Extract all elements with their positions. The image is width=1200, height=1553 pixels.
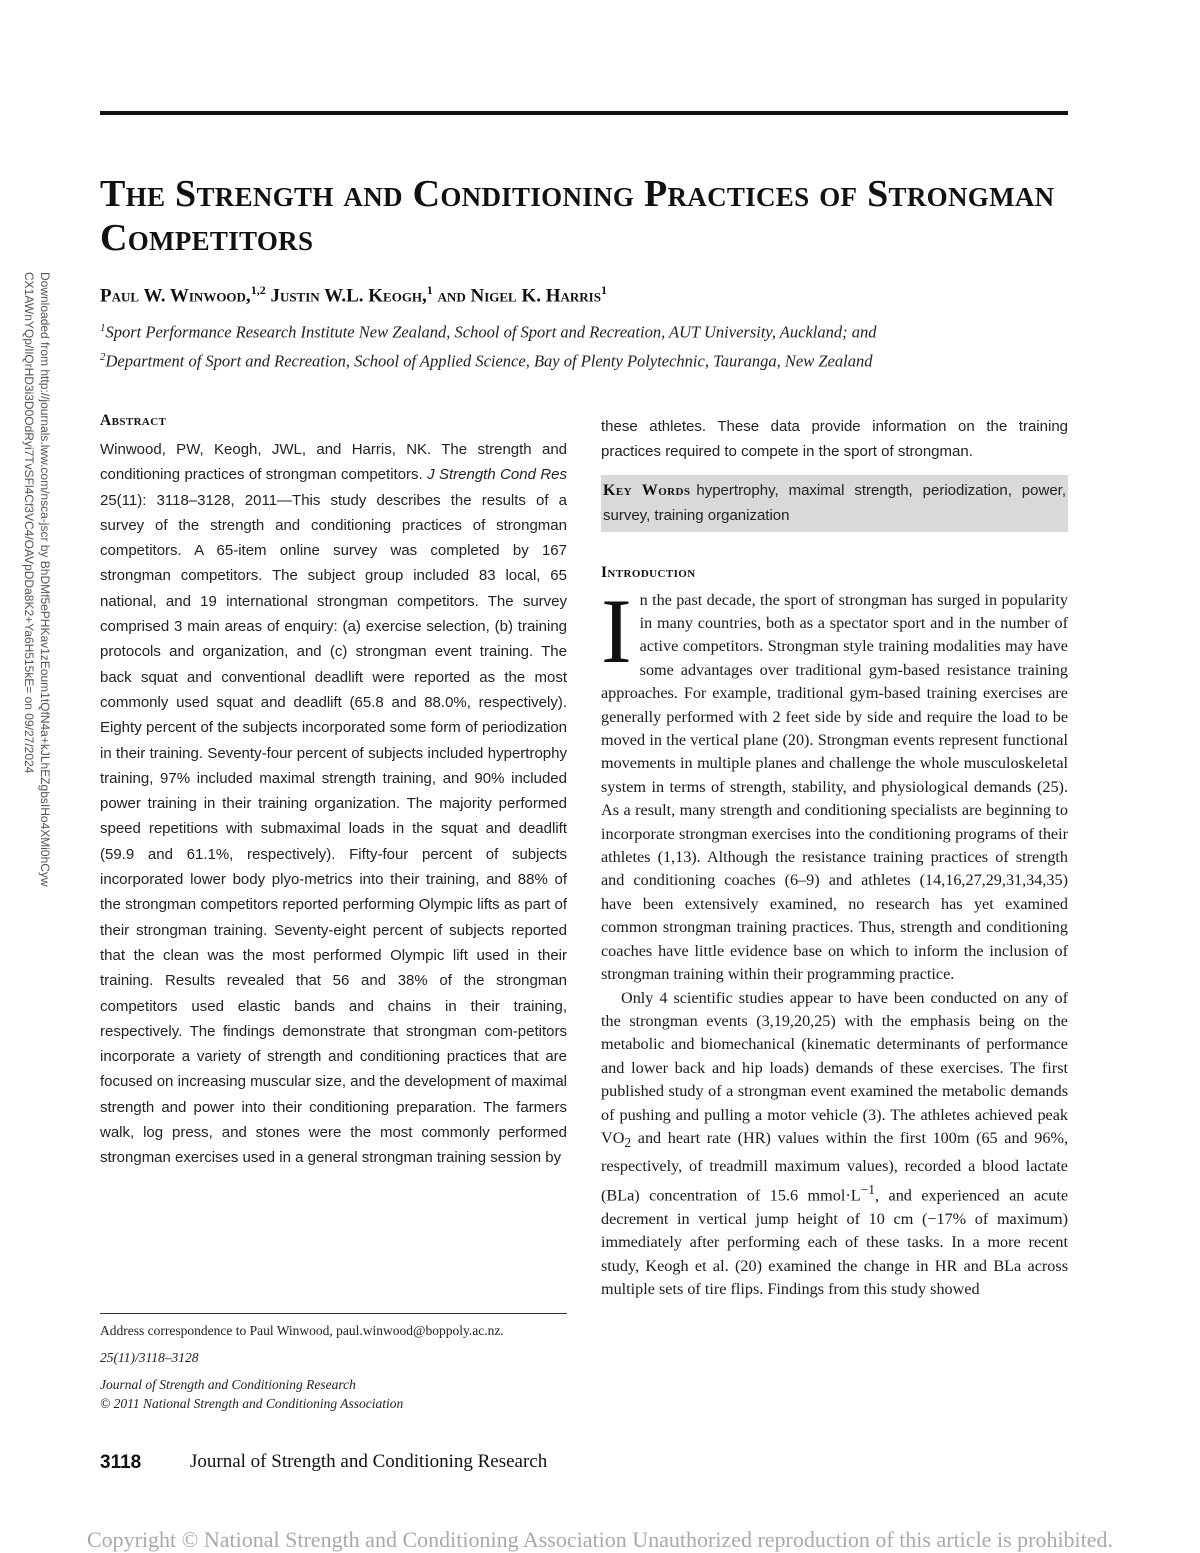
abstract-continued: these athletes. These data provide information on the training practices required to compete in the sport of strongman.	[601, 418, 1068, 461]
introduction-heading: Introduction	[601, 563, 696, 581]
affiliation-number: 1	[100, 322, 106, 334]
download-watermark	[21, 272, 53, 992]
affiliation-text: Sport Performance Research Institute New Zealand, School of Sport and Recreation, AUT University, Auckland; and	[105, 322, 877, 342]
correspondence-note: Address correspondence to Paul Winwood, paul.winwood@boppoly.ac.nz.	[100, 1323, 504, 1338]
author-name: Justin W.L. Keogh,	[270, 285, 427, 307]
right-column	[601, 414, 1068, 1301]
affiliation-text: Department of Sport and Recreation, School of Applied Science, Bay of Plenty Polytechnic, Tauranga, New Zealand	[105, 351, 873, 370]
abstract-heading: Abstract	[100, 412, 167, 429]
introduction-text: n the past decade, the sport of strongman has surged in popularity in many countries, both as a spectator sport and in the number of active competitors. Strongman style training modalities may have some advantages over traditional gym-based resistance training approaches. For example, traditional gym-based training exercises are generally performed with 2 feet side by side and require the load to be moved in the vertical plane (20). Strongman events represent functional movements in multiple planes and challenge the whole musculoskeletal system in terms of strength, stability, and physiological demands (25). As a result, many strength and conditioning specialists are beginning to incorporate strongman exercises into the conditioning programs of their athletes (1,13). Although the resistance training practices of strength and conditioning coaches (6–9) and athletes (14,16,27,29,31,34,35) have been extensively examined, no research has yet examined common strongman training practices. Thus, strength and conditioning coaches have little evidence base on which to inform the inclusion of strongman training within their programming practice.	[601, 590, 1068, 984]
abstract-body: 25(11): 3118–3128, 2011—This study describes the results of a survey of the strength and conditioning practices of strongman competitors. A 65-item online survey was completed by 167 strongman competitors. The subject group included 83 local, 65 national, and 19 international strongman competitors. The survey comprised 3 main areas of enquiry: (a) exercise selection, (b) training protocols and organization, and (c) strongman event training. The back squat and conventional deadlift were reported as the most commonly used squat and deadlift (65.8 and 88.0%, respectively). Eighty percent of the subjects incorporated some form of periodization in their training. Seventy-four percent of subjects included hypertrophy training, 97% included maximal strength training, and 90% included power training in their training organization. The majority performed speed repetitions with submaximal loads in the squat and deadlift (59.9 and 61.1%, respectively). Fifty-four percent of subjects incorporated lower body plyo-metrics into their training, and 88% of the strongman competitors reported performing Olympic lifts as part of their strongman training. Seventy-eight percent of subjects reported that the clean was the most performed Olympic lift used in their training. Results revealed that 56 and 38% of the strongman competitors used elastic bands and chains in their training, respectively. The findings demonstrate that strongman com-petitors incorporate a variety of strength and conditioning practices that are focused on increasing muscular size, and the development of maximal strength and power into their conditioning preparation. The farmers walk, log press, and stones were the most commonly performed strongman exercises used in a general strongman training session by	[100, 491, 567, 1167]
paper-title: The Strength and Conditioning Practices of Strongman Competitors	[100, 173, 1055, 259]
copyright-banner: Copyright © National Strength and Conditioning Association Unauthorized reproduction of this article is prohibited.	[86, 1527, 1114, 1552]
download-watermark-line: CX1AWnYQp/IlQrHD3i3D0OdRyi7TvSFl4Cf3VC4/OAVpDDa8K2+Ya6H515kE= on 09/27/2024	[22, 272, 36, 774]
affiliations	[100, 316, 1100, 373]
affiliation	[100, 345, 1100, 374]
author-and: and	[437, 285, 466, 307]
download-watermark-line: Downloaded from http://journals.lww.com/nsca-jscr by BhDMf5ePHKav1zEoum1tQfN4a+kJLhEZgbsIHo4XMi0hCyw	[38, 272, 52, 887]
subscript: 2	[624, 1135, 632, 1151]
author-name: Paul W. Winwood,	[100, 285, 251, 307]
abstract-journal-abbrev: J Strength Cond Res	[427, 466, 567, 484]
key-words-label: Key Words	[603, 481, 691, 499]
author-name: Nigel K. Harris	[470, 285, 601, 307]
introduction-paragraph	[601, 579, 1068, 987]
copyright-note: © 2011 National Strength and Conditioning Association	[100, 1396, 404, 1411]
abstract-citation-lead: Winwood, PW, Keogh, JWL, and Harris, NK. The strength and conditioning practices of strongman competitors.	[100, 441, 567, 484]
affiliation	[100, 316, 1100, 345]
journal-citation: Journal of Strength and Conditioning Research	[100, 1377, 356, 1392]
introduction-text: and heart rate (HR) values within the first 100m (65 and 96%, respectively, of treadmill maximum values), recorded a blood lactate (BLa) concentration of 15.6 mmol·L	[601, 1128, 1068, 1205]
key-words-box	[601, 475, 1068, 532]
footnote-rule	[100, 1313, 567, 1314]
affiliation-number: 2	[100, 350, 106, 363]
key-words-text: hypertrophy, maximal strength, periodization, power, survey, training organization	[603, 481, 1066, 524]
introduction-text: Only 4 scientific studies appear to have been conducted on any of the strongman events (3,19,20,25) with the emphasis being on the metabolic and biomechanical (kinematic determinants of performance and lower back and hip loads) demands of these exercises. The first published study of a strongman event examined the metabolic demands of pushing and pulling a motor vehicle (3). The athletes achieved peak VO	[601, 988, 1068, 1147]
superscript: −1	[860, 1181, 875, 1197]
author-list	[100, 283, 1090, 307]
author-affiliation-mark: 1	[600, 283, 607, 297]
introduction-text: , and experienced an acute decrement in vertical jump height of 10 cm (−17% of maximum) immediately after performing each of these tasks. In a more recent study, Keogh et al. (20) examined the change in HR and BLa across multiple sets of tire flips. Findings from this study showed	[601, 1186, 1069, 1298]
left-column	[100, 412, 567, 1171]
author-affiliation-mark: 1	[426, 283, 433, 297]
top-rule	[100, 111, 1068, 115]
issue-citation: 25(11)/3118–3128	[100, 1350, 199, 1365]
footnotes	[100, 1321, 567, 1413]
author-affiliation-mark: 1,2	[250, 283, 266, 297]
introduction-paragraph	[601, 987, 1068, 1302]
journal-running-footer: Journal of Strength and Conditioning Research	[190, 1451, 548, 1472]
page-number: 3118	[100, 1452, 142, 1473]
drop-cap: I	[601, 579, 632, 682]
abstract-text	[100, 437, 567, 1171]
